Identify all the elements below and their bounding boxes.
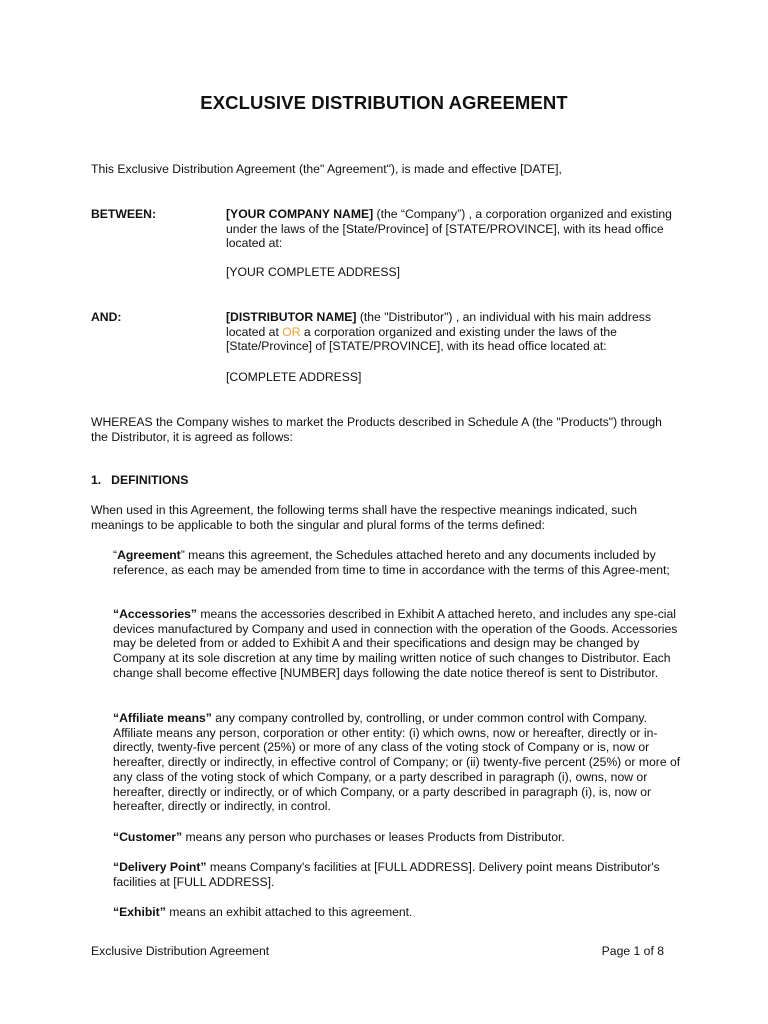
definitions-intro: When used in this Agreement, the following terms shall have the respective meanings indicated, such meanings to be applicable to both the singular and plural forms of the terms defined: <box>91 503 638 532</box>
distributor-address: [COMPLETE ADDRESS] <box>226 370 362 384</box>
party-label-and: AND: <box>91 310 122 324</box>
distributor-description-b: a corporation organized and existing under the laws of the [State/Province] of [STATE/PROVINCE], with its head office located at: <box>226 324 617 354</box>
quote-open: “ <box>113 548 118 562</box>
definition-text: means any person who purchases or leases Products from Distributor. <box>182 830 565 844</box>
company-name: [YOUR COMPANY NAME] <box>226 207 374 221</box>
footer-document-name: Exclusive Distribution Agreement <box>91 944 270 958</box>
intro-paragraph: This Exclusive Distribution Agreement (the" Agreement"), is made and effective [DATE], <box>91 162 562 176</box>
definition-delivery-point <box>113 860 681 889</box>
definition-text: means Company's facilities at [FULL ADDRESS]. Delivery point means Distributor's facilities at [FULL ADDRESS]. <box>113 860 660 889</box>
definition-customer <box>113 830 681 845</box>
definition-term: “Exhibit” <box>113 905 166 919</box>
definition-term: Agreement <box>117 548 181 562</box>
distributor-name: [DISTRIBUTOR NAME] <box>226 310 357 324</box>
party-label-between: BETWEEN: <box>91 207 156 221</box>
section-number: 1. <box>91 473 102 487</box>
definition-text: means this agreement, the Schedules attached hereto and any documents included by reference, as each may be amended from time to time in accordance with the terms of this Agree-ment; <box>113 548 670 577</box>
whereas-paragraph: WHEREAS the Company wishes to market the Products described in Schedule A (the "Products") through the Distributor, it is agreed as follows: <box>91 415 662 444</box>
footer-page-number: Page 1 of 8 <box>601 944 664 958</box>
definition-text: any company controlled by, controlling, or under common control with Company. Affiliate means any person, corporation or other entity: (i) which owns, now or hereafter, directly or in-directly, twenty-five percent (25%) or more of any class of the voting stock of Company or is, now or hereafter, directly or indirectly, in effective control of Company; or (ii) twenty-five percent (25%) or more of any class of the voting stock of which Company, or a party described in paragraph (i), owns, now or hereafter, directly or indirectly, or of which Company, or a party described in paragraph (i), is, now or hereafter, directly or indirectly, in control. <box>113 711 681 814</box>
company-description: (the “Company”) , a corporation organized and existing under the laws of the [State/Province] of [STATE/PROVINCE], with its head office located at: <box>226 207 672 251</box>
quote-close: ” <box>180 548 185 562</box>
definition-agreement <box>113 548 681 577</box>
definition-term: “Delivery Point” <box>113 860 207 874</box>
definition-term: “Customer” <box>113 830 183 844</box>
definition-text: means an exhibit attached to this agreement. <box>165 905 413 919</box>
section-heading <box>91 473 681 488</box>
party-distributor-text <box>226 310 676 354</box>
definition-term: “Affiliate means” <box>113 711 212 725</box>
definition-exhibit <box>113 905 681 920</box>
section-title: DEFINITIONS <box>111 473 189 487</box>
definition-accessories <box>113 607 681 681</box>
party-company-text <box>226 207 676 251</box>
definition-affiliate <box>113 711 681 814</box>
distributor-description-a: (the "Distributor") , an individual with his main address located at <box>226 310 651 339</box>
document-title: EXCLUSIVE DISTRIBUTION AGREEMENT <box>200 92 568 113</box>
or-highlight: OR <box>282 324 301 339</box>
definition-term: “Accessories” <box>113 607 198 621</box>
company-address: [YOUR COMPLETE ADDRESS] <box>226 265 401 279</box>
definition-text: means the accessories described in Exhibit A attached hereto, and includes any spe-cial devices manufactured by Company and used in connection with the operation of the Goods. Accessories may be deleted from or added to Exhibit A and their specifications and design may be changed by Company at its sole discretion at any time by mailing written notice of such changes to Distributor. Each change shall become effective [NUMBER] days following the date notice thereof is sent to Distributor. <box>113 607 678 680</box>
